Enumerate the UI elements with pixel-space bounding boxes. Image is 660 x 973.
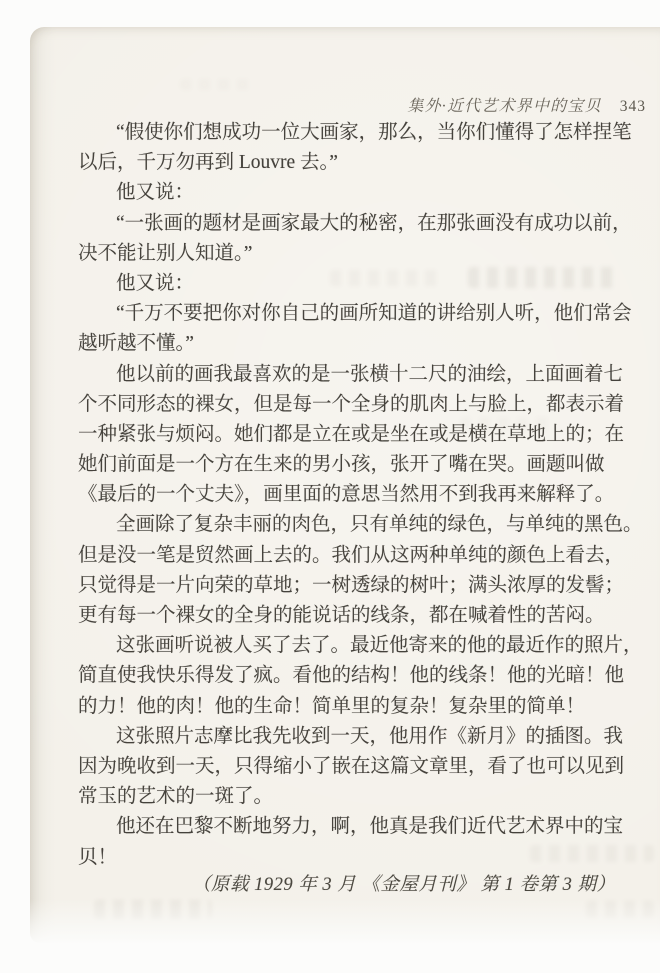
text-line: “一张画的题材是画家最大的秘密，在那张画没有成功以前， <box>116 212 632 234</box>
text-line: 贝！ <box>78 846 118 868</box>
running-header <box>108 96 646 118</box>
text-line: “假使你们想成功一位大画家，那么，当你们懂得了怎样捏笔 <box>116 122 632 143</box>
text-line: 只觉得是一片向荣的草地；一树透绿的树叶；满头浓厚的发髻； <box>78 574 625 596</box>
text-line: 《最后的一个丈夫》，画里面的意思当然用不到我再来解释了。 <box>78 484 615 506</box>
text-line: 她们前面是一个方在生来的男小孩，张开了嘴在哭。画题叫做 <box>78 454 605 476</box>
text-line: 个不同形态的裸女，但是每一个全身的肌肉上与脸上，都表示着 <box>78 393 625 415</box>
text-line: 越听越不懂。” <box>78 333 194 355</box>
text-line: 因为晚收到一天，只得缩小了嵌在这篇文章里，看了也可以见到 <box>78 755 625 777</box>
page-bottom-fade <box>30 899 660 945</box>
text-line: 更有每一个裸女的全身的能说话的线条，都在喊着性的苦闷。 <box>78 605 605 626</box>
text-line: 一种紧张与烦闷。她们都是立在或是坐在或是横在草地上的；在 <box>78 423 625 445</box>
text-line: 常玉的艺术的一斑了。 <box>78 786 274 808</box>
text-line: 这张照片志摩比我先收到一天，他用作《新月》的插图。我 <box>116 725 624 747</box>
body-text <box>78 118 643 873</box>
text-line: 简直使我快乐得发了疯。看他的结构！他的线条！他的光暗！他 <box>78 665 625 687</box>
text-line: 全画除了复杂丰丽的肉色，只有单纯的绿色，与单纯的黑色。 <box>116 514 643 536</box>
text-line: 这张画听说被人买了去了。最近他寄来的他的最近作的照片， <box>116 635 643 657</box>
footer-citation: （原载 1929 年 3 月 《金屋月刊》 第 1 卷第 3 期） <box>192 875 616 895</box>
text-line: 他还在巴黎不断地努力，啊，他真是我们近代艺术界中的宝 <box>116 816 624 838</box>
text-line: 以后，千万勿再到 Louvre 去。” <box>78 152 338 174</box>
text-line: 但是没一笔是贸然画上去的。我们从这两种单纯的颜色上看去， <box>78 544 625 566</box>
text-line: 他又说： <box>116 182 195 204</box>
bleed-through-mark <box>180 79 250 90</box>
text-line: “千万不要把你对你自己的画所知道的讲给别人听，他们常会 <box>116 303 632 325</box>
text-line: 他又说： <box>116 272 195 294</box>
header-title: 集外·近代艺术界中的宝贝 <box>407 98 602 115</box>
text-line: 他以前的画我最喜欢的是一张横十二尺的油绘，上面画着七 <box>116 363 624 385</box>
text-line: 决不能让别人知道。” <box>78 242 253 264</box>
header-page-number: 343 <box>619 98 646 115</box>
text-line: 的力！他的肉！他的生命！简单里的复杂！复杂里的简单！ <box>78 695 586 717</box>
